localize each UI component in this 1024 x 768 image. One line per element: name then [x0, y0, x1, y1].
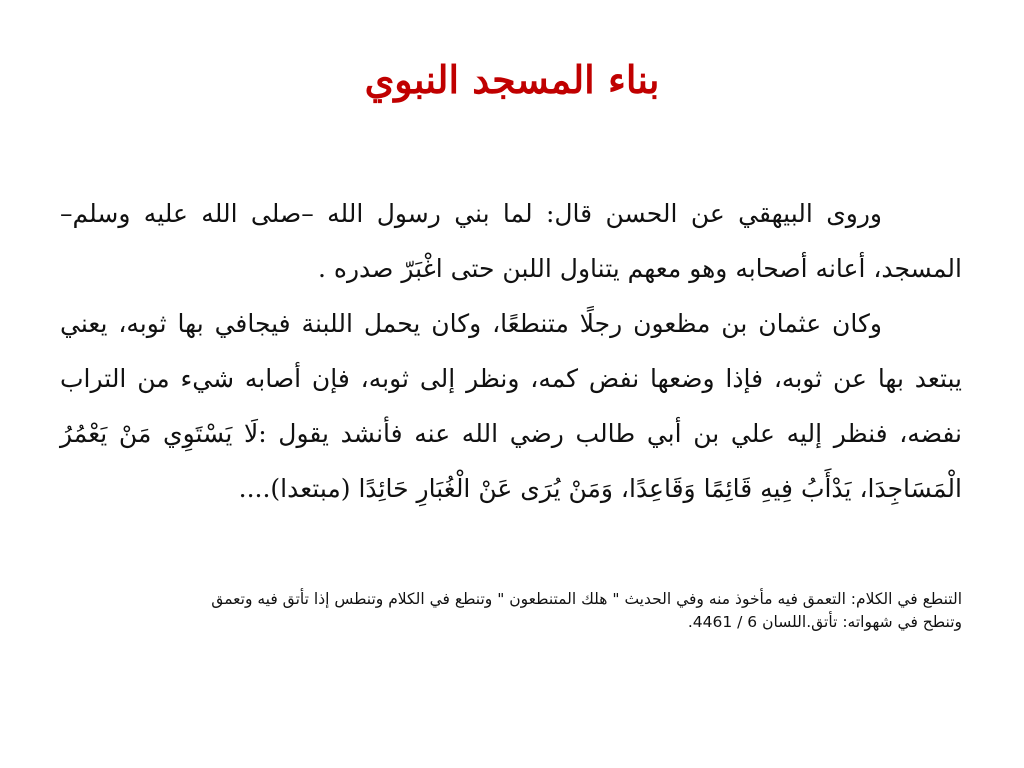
- page-title: بناء المسجد النبوي: [364, 57, 660, 102]
- paragraph-2: وكان عثمان بن مظعون رجلًا متنطعًا، وكان يحمل اللبنة فيجافي بها ثوبه، يعني يبتعد بها عن ثوبه، فإذا وضعها نفض كمه، ونظر إلى ثوبه، فإن أصابه شيء من التراب نفضه، فنظر إليه علي بن أبي طالب رضي الله عنه فأنشد يقول :لَا يَسْتَوِي مَنْ يَعْمُرُ الْمَسَاجِدَا، يَدْأَبُ فِيهِ قَائِمًا وَقَاعِدًا، وَمَنْ يُرَى عَنْ الْغُبَارِ حَائِدًا (مبتعدا)....: [60, 309, 962, 503]
- footnote-line-1: التنطع في الكلام: التعمق فيه مأخوذ منه وفي الحديث " هلك المتنطعون " وتنطع في الكلام وتنطس إذا تأتق فيه وتعمق: [211, 590, 962, 608]
- footnote: [60, 588, 962, 634]
- paragraph-1: وروى البيهقي عن الحسن قال: لما بني رسول الله –صلى الله عليه وسلم– المسجد، أعانه أصحابه وهو معهم يتناول اللبن حتى اغْبَرّ صدره .: [60, 199, 962, 283]
- footnote-line-2: وتنطح في شهواته: تأتق.اللسان 6 / 4461.: [687, 613, 962, 631]
- main-text: [60, 186, 962, 516]
